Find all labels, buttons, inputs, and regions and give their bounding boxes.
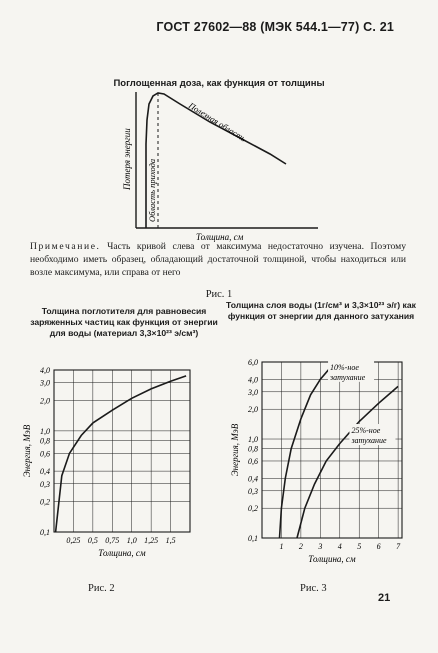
fig3-x-tick-label: 3: [318, 542, 323, 551]
note-text: Часть кривой слева от максимума недостаточно изучена. Поэтому необходимо иметь образец, обладающий достаточной толщиной, чтобы находиться или возле максимума, или справа от него: [30, 241, 406, 278]
fig2-x-tick-label: 1,25: [144, 536, 159, 545]
fig3-y-tick-label: 4,0: [248, 375, 258, 385]
fig3-ylabel: Энергия, МэВ: [230, 423, 240, 477]
fig3-xlabel: Толщина, см: [308, 554, 356, 564]
fig1-ylabel: Потеря энергии: [122, 128, 132, 190]
figure1-title: Поглощенная доза, как функция от толщины: [113, 78, 325, 89]
fig1-curve: [146, 93, 286, 228]
note-lead: Примечание.: [30, 241, 101, 252]
fig2-y-tick-label: 0,8: [40, 436, 50, 446]
fig2-y-tick-label: 0,3: [40, 479, 50, 489]
fig3-y-tick-label: 0,1: [248, 534, 258, 543]
fig2-y-tick-label: 2,0: [40, 396, 50, 406]
figure2-title: Толщина поглотителя для равновесия заряженных частиц как функция от энергии для воды (материал 3,3×10²³ э/см³): [30, 306, 218, 338]
fig3-x-tick-label: 5: [357, 542, 362, 551]
fig3-y-tick-label: 0,8: [248, 444, 258, 454]
fig3-series-label-2-a: 25%-ное: [351, 426, 381, 436]
fig3-x-tick-label: 4: [337, 542, 342, 551]
fig3-x-tick-label: 7: [396, 542, 401, 551]
figure3-caption: Рис. 3: [300, 583, 327, 594]
figure2-caption: Рис. 2: [88, 583, 115, 594]
fig2-y-tick-label: 0,1: [40, 528, 50, 537]
fig2-y-tick-label: 0,2: [40, 497, 50, 507]
fig2-y-tick-label: 1,0: [40, 426, 50, 436]
page-number: 21: [378, 592, 391, 604]
fig3-y-tick-label: 6,0: [248, 358, 258, 367]
fig2-x-tick-label: 0,75: [105, 536, 120, 545]
fig2-y-tick-label: 3,0: [40, 378, 50, 388]
note-paragraph: [30, 240, 406, 279]
fig3-y-tick-label: 0,4: [248, 474, 258, 484]
figure1-plot: [100, 82, 340, 242]
fig3-series-line-1: [280, 366, 333, 538]
fig2-series-line-1: [56, 376, 187, 532]
fig3-y-tick-label: 1,0: [248, 435, 258, 445]
figure3-title: Толщина слоя воды (1г/см³ и 3,3×10²³ э/г) как функция от энергии для данного затухания: [226, 300, 416, 321]
fig2-y-tick-label: 4,0: [40, 366, 50, 375]
figure3-chart: [218, 348, 438, 570]
page-header: ГОСТ 27602—88 (МЭК 544.1—77) С. 21: [156, 20, 394, 34]
fig2-x-tick-label: 1,5: [165, 536, 176, 545]
fig3-y-tick-label: 0,2: [248, 504, 258, 514]
fig3-y-tick-label: 3,0: [248, 387, 258, 397]
fig2-x-tick-label: 0,25: [66, 536, 81, 545]
fig3-frame: [262, 362, 402, 538]
fig3-series-label-2-b: затухание: [351, 436, 387, 446]
fig2-x-tick-label: 1,0: [126, 536, 137, 545]
fig3-y-tick-label: 2,0: [248, 405, 258, 415]
fig2-xlabel: Толщина, см: [98, 548, 146, 558]
fig2-x-tick-label: 0,5: [87, 536, 98, 545]
fig2-y-tick-label: 0,4: [40, 467, 50, 477]
figure1-caption: Рис. 1: [205, 289, 233, 300]
fig3-y-tick-label: 0,3: [248, 486, 258, 496]
fig3-y-tick-label: 0,6: [248, 456, 258, 466]
fig2-y-tick-label: 0,6: [40, 449, 50, 459]
figure2-chart: [0, 356, 220, 570]
fig2-ylabel: Энергия, МэВ: [22, 424, 32, 478]
fig3-x-tick-label: 6: [376, 542, 381, 551]
fig3-series-label-1-b: затухание: [330, 372, 366, 382]
fig1-xlabel: Толщина, см: [196, 232, 244, 242]
fig3-x-tick-label: 1: [279, 542, 284, 551]
fig3-series-label-1-a: 10%-ное: [330, 362, 359, 372]
fig3-x-tick-label: 2: [298, 542, 303, 551]
fig1-region-left: Область прихода: [147, 158, 157, 222]
fig2-frame: [54, 370, 190, 532]
fig1-region-right: Полезная область: [186, 100, 248, 144]
